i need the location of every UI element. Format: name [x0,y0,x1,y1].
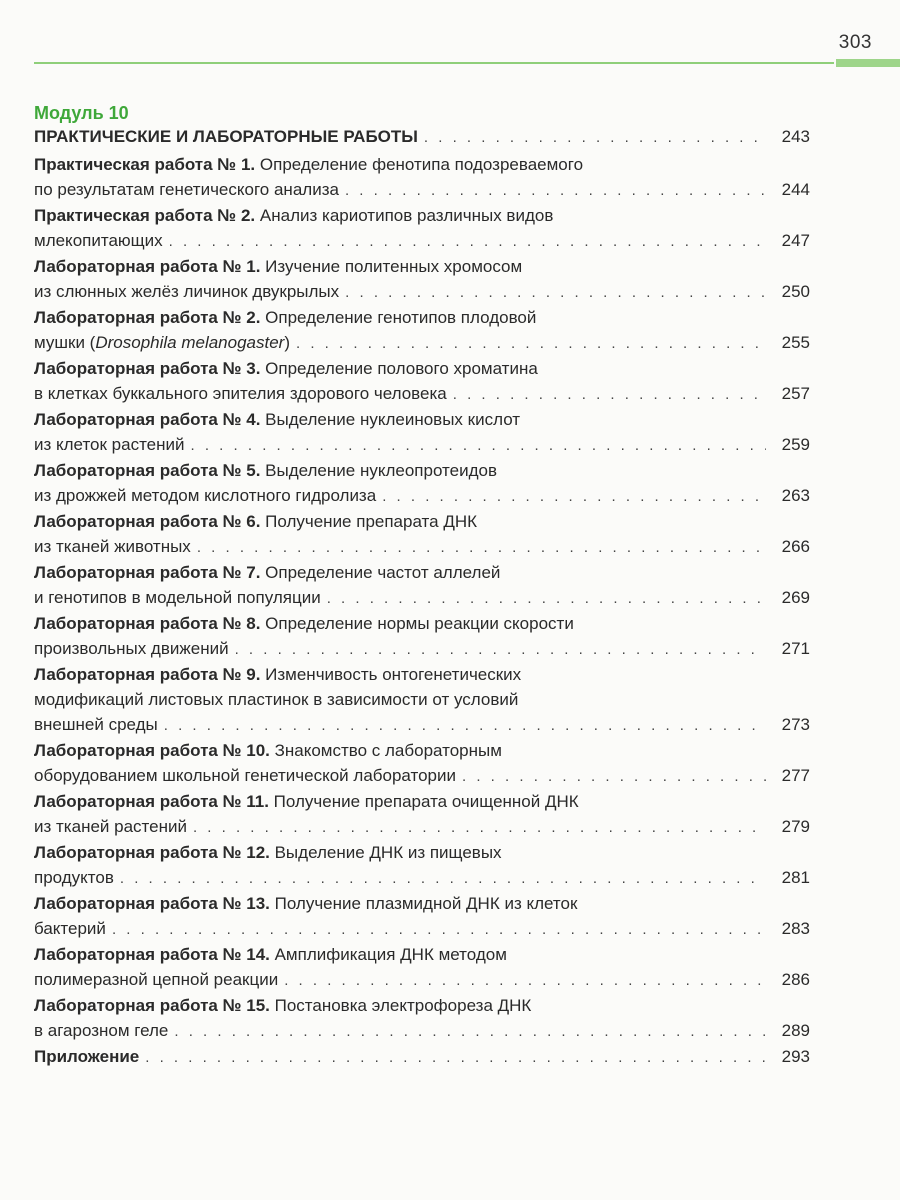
entry-label: Лабораторная работа № 15. [34,996,270,1015]
entry-label: Лабораторная работа № 5. [34,461,261,480]
appendix-entry[interactable] [34,1044,810,1070]
entry-title-pre: мушки ( [34,333,96,352]
page-ref: 243 [781,127,810,146]
dot-leader [191,433,766,458]
entry-title: Постановка электрофореза ДНК [269,996,532,1015]
entry-title: Определение нормы реакции скорости [260,614,574,633]
entry-title: Выделение нуклеопротеидов [260,461,497,480]
toc-entry[interactable] [34,407,810,458]
entry-label: Лабораторная работа № 4. [34,410,261,429]
entry-title: Получение плазмидной ДНК из клеток [269,894,578,913]
toc-entry[interactable] [34,611,810,662]
dot-leader [424,125,766,150]
page-number: 303 [838,32,872,53]
page-ref: 255 [781,333,810,352]
entry-label: Лабораторная работа № 11. [34,792,269,811]
entry-label: Лабораторная работа № 10. [34,741,270,760]
entry-title-cont: из дрожжей методом кислотного гидролиза [34,486,377,505]
page-ref: 273 [781,715,810,734]
dot-leader [345,178,766,203]
toc-entry[interactable] [34,840,810,891]
entry-title: Изучение политенных хромосом [260,257,523,276]
dot-leader [145,1045,766,1070]
toc-entry[interactable] [34,942,810,993]
entry-title: Определение полового хроматина [260,359,538,378]
header-tab [836,59,900,67]
page-ref: 281 [781,868,810,887]
toc-entry[interactable] [34,993,810,1044]
entry-title: Выделение нуклеиновых кислот [260,410,521,429]
species-name: Drosophila melanogaster [95,333,285,352]
dot-leader [193,815,766,840]
entry-title-cont: бактерий [34,919,106,938]
toc-entry[interactable] [34,356,810,407]
page-ref: 279 [781,817,810,836]
entry-label: Лабораторная работа № 13. [34,894,270,913]
entry-title: Получение препарата ДНК [260,512,478,531]
entry-title: Определение частот аллелей [260,563,501,582]
entry-label: Лабораторная работа № 1. [34,257,261,276]
dot-leader [164,713,766,738]
toc-entry[interactable] [34,254,810,305]
toc-entry[interactable] [34,891,810,942]
page-ref: 244 [781,180,810,199]
entry-title: Амплификация ДНК методом [269,945,507,964]
page-ref: 289 [781,1021,810,1040]
dot-leader [120,866,766,891]
page-ref: 286 [781,970,810,989]
entry-title-mid: модификаций листовых пластинок в зависимости от условий [34,690,519,709]
dot-leader [112,917,766,942]
page-ref: 283 [781,919,810,938]
dot-leader [169,229,766,254]
page-ref: 271 [781,639,810,658]
appendix-label: Приложение [34,1047,140,1066]
toc-entry[interactable] [34,203,810,254]
toc-entry[interactable] [34,152,810,203]
page-ref: 277 [781,766,810,785]
toc-entry[interactable] [34,662,810,738]
entry-title-cont: и генотипов в модельной популяции [34,588,321,607]
entry-title-cont: полимеразной цепной реакции [34,970,279,989]
page-ref: 293 [781,1047,810,1066]
entry-title-post: ) [284,333,291,352]
entry-title: Знакомство с лабораторным [269,741,502,760]
page-ref: 259 [781,435,810,454]
page-ref: 266 [781,537,810,556]
toc-entry[interactable] [34,738,810,789]
entry-title-cont: в клетках буккального эпителия здорового человека [34,384,447,403]
entry-label: Лабораторная работа № 12. [34,843,270,862]
entry-title-cont: в агарозном геле [34,1021,169,1040]
dot-leader [327,586,766,611]
entry-title-cont: по результатам генетического анализа [34,180,339,199]
entry-label: Лабораторная работа № 2. [34,308,261,327]
entry-title-cont: из тканей животных [34,537,191,556]
dot-leader [453,382,766,407]
entry-label: Лабораторная работа № 6. [34,512,261,531]
entry-title-cont: внешней среды [34,715,158,734]
entry-title-cont: продуктов [34,868,114,887]
page-ref: 269 [781,588,810,607]
dot-leader [382,484,766,509]
entry-title: Изменчивость онтогенетических [260,665,522,684]
entry-label: Лабораторная работа № 14. [34,945,270,964]
entry-label: Лабораторная работа № 3. [34,359,261,378]
dot-leader [462,764,766,789]
toc-entry[interactable] [34,509,810,560]
dot-leader [197,535,766,560]
entry-label: Практическая работа № 1. [34,155,256,174]
dot-leader [174,1019,766,1044]
entry-title: Получение препарата очищенной ДНК [268,792,579,811]
toc-entry[interactable] [34,305,810,356]
entry-title-cont: из слюнных желёз личинок двукрылых [34,282,340,301]
toc-entry[interactable] [34,560,810,611]
entry-title: Определение генотипов плодовой [260,308,537,327]
entry-title: Определение фенотипа подозреваемого [255,155,584,174]
entry-title-cont: произвольных движений [34,639,229,658]
module-label: Модуль 10 [34,103,129,123]
dot-leader [296,331,766,356]
toc-entry[interactable] [34,458,810,509]
entry-title-cont [34,330,290,355]
header-rule [34,62,834,64]
entry-title-cont: млекопитающих [34,231,163,250]
entry-label: Практическая работа № 2. [34,206,256,225]
entry-title-cont: оборудованием школьной генетической лаборатории [34,766,457,785]
dot-leader [345,280,766,305]
entry-title-cont: из тканей растений [34,817,187,836]
dot-leader [284,968,766,993]
entry-label: Лабораторная работа № 7. [34,563,261,582]
table-of-contents [34,102,810,1070]
page-ref: 257 [781,384,810,403]
entry-title: Анализ кариотипов различных видов [255,206,554,225]
entry-label: Лабораторная работа № 8. [34,614,261,633]
module-title-entry[interactable] [34,124,810,150]
dot-leader [235,637,766,662]
toc-entry[interactable] [34,789,810,840]
module-title: ПРАКТИЧЕСКИЕ И ЛАБОРАТОРНЫЕ РАБОТЫ [34,127,418,146]
entry-title-cont: из клеток растений [34,435,185,454]
entry-title: Выделение ДНК из пищевых [269,843,502,862]
page-ref: 250 [781,282,810,301]
entry-label: Лабораторная работа № 9. [34,665,261,684]
page-ref: 247 [781,231,810,250]
page-ref: 263 [781,486,810,505]
